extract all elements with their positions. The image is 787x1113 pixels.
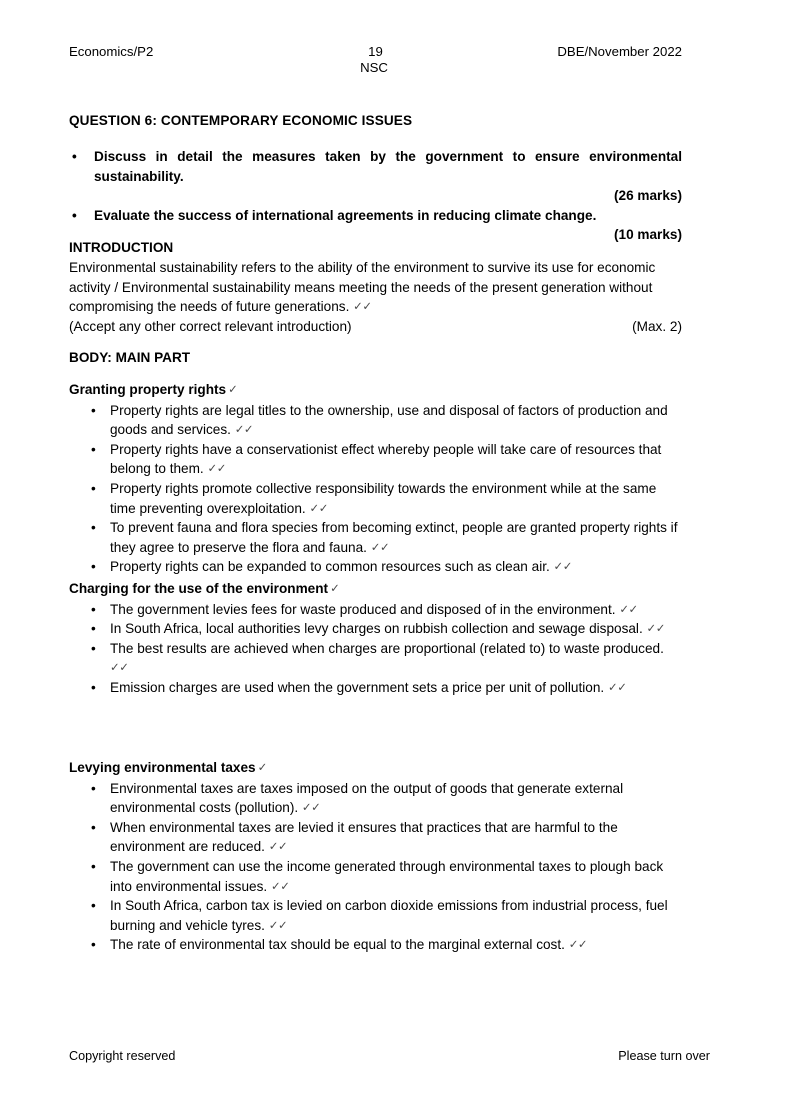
point-text: In South Africa, carbon tax is levied on carbon dioxide emissions from industrial process, fuel burning and vehicle tyres. bbox=[110, 898, 668, 933]
point-text: Environmental taxes are taxes imposed on the output of goods that generate external environmental costs (pollution). bbox=[110, 780, 624, 816]
body-heading: BODY: MAIN PART bbox=[69, 350, 191, 365]
tick-mark-icon: ✓✓ bbox=[268, 917, 288, 932]
bullet-icon: • bbox=[91, 441, 96, 457]
list-item bbox=[69, 619, 682, 639]
list-item bbox=[69, 857, 682, 896]
point-text: The rate of environmental tax should be equal to the marginal external cost. bbox=[110, 937, 565, 953]
tick-mark-icon: ✓ bbox=[257, 760, 267, 774]
bullet-icon: • bbox=[91, 898, 96, 914]
tick-mark-icon: ✓✓ bbox=[110, 660, 129, 675]
point-text: When environmental taxes are levied it ensures that practices that are harmful to the environment are reduced. bbox=[110, 819, 618, 855]
introduction-heading: INTRODUCTION bbox=[69, 240, 174, 255]
tick-mark-icon: ✓✓ bbox=[607, 679, 627, 694]
introduction-accept-line bbox=[69, 317, 682, 337]
tick-mark-icon: ✓✓ bbox=[353, 299, 372, 314]
point-text: Emission charges are used when the government sets a price per unit of pollution. bbox=[110, 679, 605, 695]
list-item bbox=[69, 678, 682, 698]
tick-mark-icon: ✓✓ bbox=[270, 878, 290, 893]
introduction-text-block bbox=[69, 258, 682, 317]
tick-mark-icon: ✓✓ bbox=[568, 937, 588, 952]
bullet-icon: • bbox=[72, 149, 77, 164]
tick-mark-icon: ✓ bbox=[228, 382, 238, 396]
page-number: 19 bbox=[368, 44, 383, 59]
section-2-title: Charging for the use of the environment bbox=[69, 581, 329, 596]
bullet-icon: • bbox=[91, 937, 96, 953]
section-1-title: Granting property rights bbox=[69, 382, 227, 397]
list-item bbox=[69, 401, 682, 440]
introduction-accept-note: (Accept any other correct relevant introduction) bbox=[69, 318, 352, 334]
tick-mark-icon: ✓✓ bbox=[646, 621, 665, 636]
section-3-title: Levying environmental taxes bbox=[69, 760, 256, 775]
bullet-icon: • bbox=[91, 640, 96, 656]
list-item bbox=[69, 818, 682, 857]
introduction-max-note: (Max. 2) bbox=[632, 318, 682, 334]
section-3-title-row bbox=[69, 758, 682, 778]
list-item bbox=[69, 440, 682, 479]
question-title: QUESTION 6: CONTEMPORARY ECONOMIC ISSUES bbox=[69, 113, 413, 128]
page-header bbox=[69, 44, 682, 84]
tick-mark-icon: ✓✓ bbox=[207, 461, 226, 476]
list-item bbox=[69, 639, 682, 678]
point-text: Property rights can be expanded to common resources such as clean air. bbox=[110, 559, 550, 575]
question-bullet-1-text: Discuss in detail the measures taken by the government to ensure environmental sustainability. bbox=[94, 149, 682, 184]
point-text: The government levies fees for waste produced and disposed of in the environment. bbox=[110, 601, 616, 617]
section-2-point-list bbox=[69, 600, 682, 698]
tick-mark-icon: ✓✓ bbox=[370, 539, 390, 554]
point-text: The government can use the income generated through environmental taxes to plough back into environmental issues. bbox=[110, 858, 664, 894]
point-text: To prevent fauna and flora species from becoming extinct, people are granted property rights if they agree to preserve the flora and fauna. bbox=[110, 520, 678, 555]
section-charging-for-use-of-environment bbox=[69, 579, 682, 698]
list-item bbox=[69, 479, 682, 518]
question-bullet-2-marks: (10 marks) bbox=[613, 227, 682, 243]
bullet-icon: • bbox=[91, 601, 96, 617]
tick-mark-icon: ✓✓ bbox=[309, 500, 328, 515]
tick-mark-icon: ✓✓ bbox=[268, 839, 288, 854]
section-2-title-row bbox=[69, 579, 682, 599]
point-text: Property rights are legal titles to the ownership, use and disposal of factors of production and goods and services. bbox=[110, 402, 668, 438]
tick-mark-icon: ✓✓ bbox=[301, 800, 321, 815]
section-granting-property-rights bbox=[69, 380, 682, 577]
section-3-point-list bbox=[69, 779, 682, 955]
introduction-body bbox=[69, 258, 682, 336]
introduction-text: Environmental sustainability refers to the ability of the environment to survive its use for economic activity / Environmental sustainability means meeting the needs of the present generation without compromising the needs of future generations. bbox=[69, 260, 656, 315]
question-bullet-list bbox=[69, 147, 682, 245]
section-1-point-list bbox=[69, 401, 682, 577]
question-bullet-1-marks: (26 marks) bbox=[613, 188, 682, 204]
bullet-icon: • bbox=[91, 780, 96, 796]
list-item bbox=[69, 600, 682, 620]
point-text: Property rights promote collective responsibility towards the environment while at the same time preventing overexploitation. bbox=[110, 480, 657, 516]
tick-mark-icon: ✓✓ bbox=[553, 559, 573, 574]
tick-mark-icon: ✓✓ bbox=[234, 422, 254, 437]
bullet-icon: • bbox=[91, 819, 96, 835]
list-item bbox=[69, 557, 682, 577]
tick-mark-icon: ✓ bbox=[330, 581, 340, 595]
bullet-icon: • bbox=[91, 520, 96, 536]
bullet-icon: • bbox=[91, 858, 96, 874]
question-bullet-2-text: Evaluate the success of international agreements in reducing climate change. bbox=[94, 207, 597, 223]
page-footer bbox=[69, 1049, 710, 1067]
header-exam-body: NSC bbox=[360, 60, 388, 75]
point-text: Property rights have a conservationist effect whereby people will take care of resources that belong to them. bbox=[110, 441, 662, 477]
bullet-icon: • bbox=[91, 480, 96, 496]
section-1-title-row bbox=[69, 380, 682, 400]
question-bullet-1 bbox=[69, 147, 682, 206]
bullet-icon: • bbox=[72, 207, 77, 223]
list-item bbox=[69, 935, 682, 955]
bullet-icon: • bbox=[91, 621, 96, 637]
tick-mark-icon: ✓✓ bbox=[619, 601, 638, 616]
footer-turn-over: Please turn over bbox=[618, 1049, 710, 1063]
header-subject: Economics/P2 bbox=[69, 44, 154, 59]
footer-copyright: Copyright reserved bbox=[69, 1049, 176, 1063]
bullet-icon: • bbox=[91, 679, 96, 695]
list-item bbox=[69, 518, 682, 557]
point-text: The best results are achieved when charges are proportional (related to) to waste produced. bbox=[110, 640, 664, 656]
header-exam-session: DBE/November 2022 bbox=[557, 44, 682, 59]
bullet-icon: • bbox=[91, 402, 96, 418]
section-levying-environmental-taxes bbox=[69, 758, 682, 955]
bullet-icon: • bbox=[91, 559, 96, 575]
list-item bbox=[69, 896, 682, 935]
list-item bbox=[69, 779, 682, 818]
point-text: In South Africa, local authorities levy charges on rubbish collection and sewage disposal. bbox=[110, 621, 643, 637]
